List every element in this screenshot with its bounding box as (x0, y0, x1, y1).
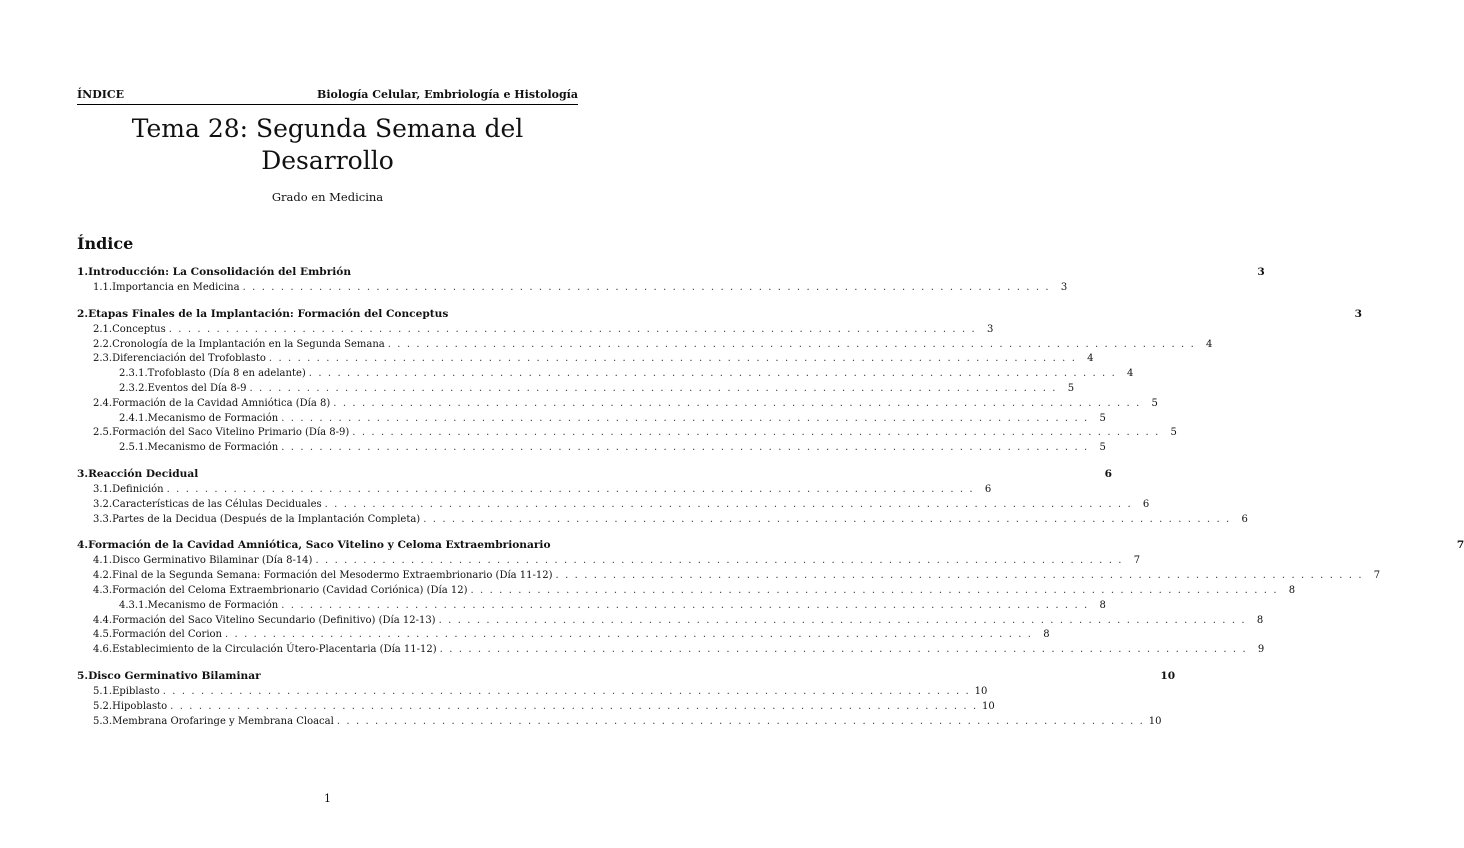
toc-subsection-entry[interactable] (77, 629, 1050, 644)
toc-entry-label: Disco Germinativo Bilaminar (Día 8-14) (112, 555, 313, 567)
toc-dot-leader (225, 629, 1033, 640)
toc-entry-page: 3 (1354, 307, 1363, 320)
toc-dot-leader (440, 644, 1248, 655)
toc-section-entry[interactable] (77, 467, 1112, 484)
toc-dot-leader (167, 484, 975, 495)
toc-entry-page: 8 (1099, 599, 1106, 611)
header-right: Biología Celular, Embriología e Histología (317, 88, 578, 101)
toc-entry-label: Epiblasto (112, 685, 160, 697)
toc-subsection-entry[interactable] (77, 685, 988, 701)
toc-dot-leader (439, 615, 1247, 626)
toc-dot-leader (249, 383, 1057, 394)
toc-subsection-entry[interactable] (77, 338, 1213, 354)
toc-entry-page: 3 (986, 323, 994, 335)
toc-section-entry[interactable] (77, 539, 1464, 555)
toc-heading: Índice (77, 234, 134, 253)
toc-dot-leader (163, 686, 971, 697)
toc-section-block (77, 467, 1248, 528)
toc-entry-page: 5 (1067, 382, 1075, 394)
toc-entry-number: 2.2. (93, 338, 113, 350)
toc-entry-label: Formación de la Cavidad Amniótica, Saco Vitelino y Celoma Extraembrionario (88, 539, 551, 552)
toc-entry-label: Formación de la Cavidad Amniótica (Día 8) (112, 397, 331, 409)
toc-entry-number: 4.2. (93, 570, 113, 582)
toc-entry-number: 3.1. (93, 483, 113, 495)
toc-entry-page: 5 (1151, 397, 1158, 409)
toc-entry-number: 2.4.1. (119, 412, 148, 424)
toc-entry-label: Formación del Saco Vitelino Secundario (Definitivo) (Día 12-13) (112, 614, 436, 626)
toc-entry-label: Definición (112, 483, 164, 495)
toc-entry-number: 4.6. (93, 644, 113, 656)
toc-dot-leader (333, 398, 1141, 409)
toc-entry-label: Mecanismo de Formación (147, 442, 279, 454)
toc-entry-label: Eventos del Día 8-9 (147, 382, 247, 394)
toc-entry-number: 4. (77, 539, 89, 552)
toc-entry-label: Reacción Decidual (88, 467, 199, 480)
toc-section-entry[interactable] (77, 669, 1176, 686)
toc-entry-page: 7 (1373, 570, 1381, 582)
toc-entry-page: 5 (1099, 412, 1106, 424)
toc-dot-leader (325, 499, 1133, 510)
toc-entry-label: Hipoblasto (112, 700, 168, 712)
toc-entry-page: 10 (1148, 715, 1162, 727)
toc-entry-page: 10 (974, 685, 988, 697)
toc-entry-number: 1. (77, 266, 89, 278)
toc-subsection-entry[interactable] (77, 614, 1264, 630)
toc-dot-leader (281, 442, 1089, 453)
toc-entry-number: 2.5. (93, 427, 113, 439)
toc-subsection-entry[interactable] (77, 353, 1094, 368)
toc-entry-page: 9 (1257, 644, 1265, 656)
toc-entry-number: 2.3.1. (119, 368, 148, 380)
toc-entry-page: 5 (1170, 427, 1177, 439)
toc-entry-page: 8 (1043, 629, 1050, 641)
toc-subsection-entry[interactable] (77, 323, 994, 339)
toc-entry-label: Formación del Saco Vitelino Primario (Día 8-9) (112, 427, 350, 439)
toc-section-block (77, 266, 1265, 297)
toc-subsection-entry[interactable] (77, 483, 992, 499)
toc-subsubsection-entry[interactable] (77, 412, 1106, 428)
document-subtitle: Grado en Medicina (271, 190, 384, 204)
toc-subsection-entry[interactable] (77, 644, 1265, 659)
toc-entry-page: 8 (1256, 614, 1264, 626)
toc-entry-page: 10 (1160, 669, 1176, 682)
toc-entry-label: Introducción: La Consolidación del Embrión (88, 266, 352, 278)
toc-entry-number: 1.1. (93, 282, 113, 293)
toc-dot-leader (309, 368, 1117, 379)
toc-entry-label: Disco Germinativo Bilaminar (88, 669, 261, 682)
toc-entry-label: Conceptus (112, 323, 166, 335)
toc-entry-number: 5. (77, 669, 89, 682)
toc-subsection-entry[interactable] (77, 397, 1158, 413)
toc-entry-page: 6 (1241, 513, 1248, 525)
toc-entry-number: 2.5.1. (119, 442, 148, 454)
toc-subsection-entry[interactable] (77, 570, 1381, 585)
toc-entry-page: 3 (1257, 266, 1265, 278)
toc-entry-number: 2. (77, 307, 89, 320)
toc-entry-page: 6 (984, 483, 992, 495)
toc-entry-page: 6 (1104, 467, 1112, 480)
toc-entry-page: 7 (1133, 555, 1141, 567)
document-title (77, 113, 578, 177)
toc-entry-number: 2.1. (93, 323, 113, 335)
toc-entry-page: 10 (982, 700, 995, 712)
toc-entry-label: Mecanismo de Formación (147, 412, 279, 424)
toc-entry-number: 4.3. (93, 584, 113, 596)
toc-entry-page: 3 (1060, 282, 1068, 293)
toc-entry-label: Mecanismo de Formación (147, 599, 279, 611)
toc-dot-leader (269, 353, 1077, 364)
toc-entry-page: 7 (1456, 539, 1464, 552)
toc-dot-leader (281, 413, 1089, 424)
toc-entry-label: Trofoblasto (Día 8 en adelante) (147, 368, 306, 380)
toc-entry-number: 3.2. (93, 498, 113, 510)
title-line-1: Tema 28: Segunda Semana del (131, 114, 524, 143)
toc-entry-number: 3. (77, 467, 89, 480)
toc-entry-page: 8 (1288, 584, 1296, 596)
toc-entry-label: Importancia en Medicina (112, 282, 240, 293)
toc-entry-label: Formación del Corion (112, 629, 222, 641)
toc-section-block (77, 539, 1464, 659)
title-line-2: Desarrollo (261, 146, 394, 175)
toc-dot-leader (169, 324, 977, 335)
table-of-contents (77, 266, 1464, 741)
toc-dot-leader (243, 282, 1051, 293)
toc-dot-leader (315, 555, 1123, 566)
toc-entry-label: Final de la Segunda Semana: Formación del Mesodermo Extraembrionario (Día 11-12) (112, 570, 553, 582)
toc-dot-leader (556, 570, 1364, 581)
toc-section-entry[interactable] (77, 266, 1265, 282)
toc-subsection-entry[interactable] (77, 427, 1177, 442)
toc-subsection-entry[interactable] (77, 282, 1068, 297)
toc-entry-number: 3.3. (93, 513, 113, 525)
toc-entry-number: 2.4. (93, 397, 113, 409)
toc-dot-leader (170, 701, 978, 712)
toc-subsection-entry[interactable] (77, 715, 1162, 731)
toc-entry-page: 4 (1127, 368, 1134, 380)
toc-subsection-entry[interactable] (77, 555, 1141, 570)
toc-entry-number: 4.4. (93, 614, 113, 626)
toc-entry-label: Membrana Orofaringe y Membrana Cloacal (112, 715, 334, 727)
toc-subsubsection-entry[interactable] (77, 382, 1075, 398)
toc-entry-page: 4 (1205, 338, 1213, 350)
header-rule (77, 104, 578, 105)
toc-entry-page: 6 (1142, 498, 1150, 510)
toc-entry-number: 4.5. (93, 629, 113, 641)
toc-entry-label: Establecimiento de la Circulación Útero-Placentaria (Día 11-12) (112, 644, 437, 656)
toc-subsection-entry[interactable] (77, 584, 1296, 600)
page-number: 1 (324, 792, 331, 805)
toc-entry-number: 5.2. (93, 700, 113, 712)
toc-entry-number: 4.3.1. (119, 599, 148, 611)
toc-entry-label: Características de las Células Deciduales (112, 498, 322, 510)
header-left: ÍNDICE (77, 88, 125, 101)
toc-entry-number: 4.1. (93, 555, 113, 567)
toc-subsubsection-entry[interactable] (77, 442, 1106, 457)
toc-entry-label: Etapas Finales de la Implantación: Formación del Conceptus (88, 307, 449, 320)
toc-entry-label: Diferenciación del Trofoblasto (112, 353, 266, 365)
toc-dot-leader (352, 427, 1160, 438)
toc-entry-page: 4 (1087, 353, 1094, 365)
toc-dot-leader (471, 585, 1279, 596)
toc-dot-leader (388, 339, 1196, 350)
toc-entry-label: Partes de la Decidua (Después de la Implantación Completa) (112, 513, 421, 525)
toc-dot-leader (423, 514, 1231, 525)
toc-entry-number: 5.1. (93, 685, 113, 697)
toc-dot-leader (281, 600, 1089, 611)
toc-section-block (77, 307, 1363, 457)
toc-subsubsection-entry[interactable] (77, 368, 1134, 383)
toc-dot-leader (337, 716, 1145, 727)
running-header (77, 88, 578, 101)
toc-entry-number: 2.3. (93, 353, 113, 365)
toc-subsection-entry[interactable] (77, 498, 1150, 514)
toc-entry-number: 2.3.2. (119, 382, 148, 394)
toc-entry-number: 5.3. (93, 715, 113, 727)
toc-section-block (77, 669, 1176, 730)
toc-subsection-entry[interactable] (77, 700, 995, 716)
toc-subsubsection-entry[interactable] (77, 599, 1106, 615)
toc-entry-label: Formación del Celoma Extraembrionario (Cavidad Coriónica) (Día 12) (112, 584, 468, 596)
toc-subsection-entry[interactable] (77, 513, 1248, 529)
toc-section-entry[interactable] (77, 307, 1363, 324)
toc-entry-page: 5 (1099, 442, 1106, 454)
toc-entry-label: Cronología de la Implantación en la Segunda Semana (112, 338, 385, 350)
